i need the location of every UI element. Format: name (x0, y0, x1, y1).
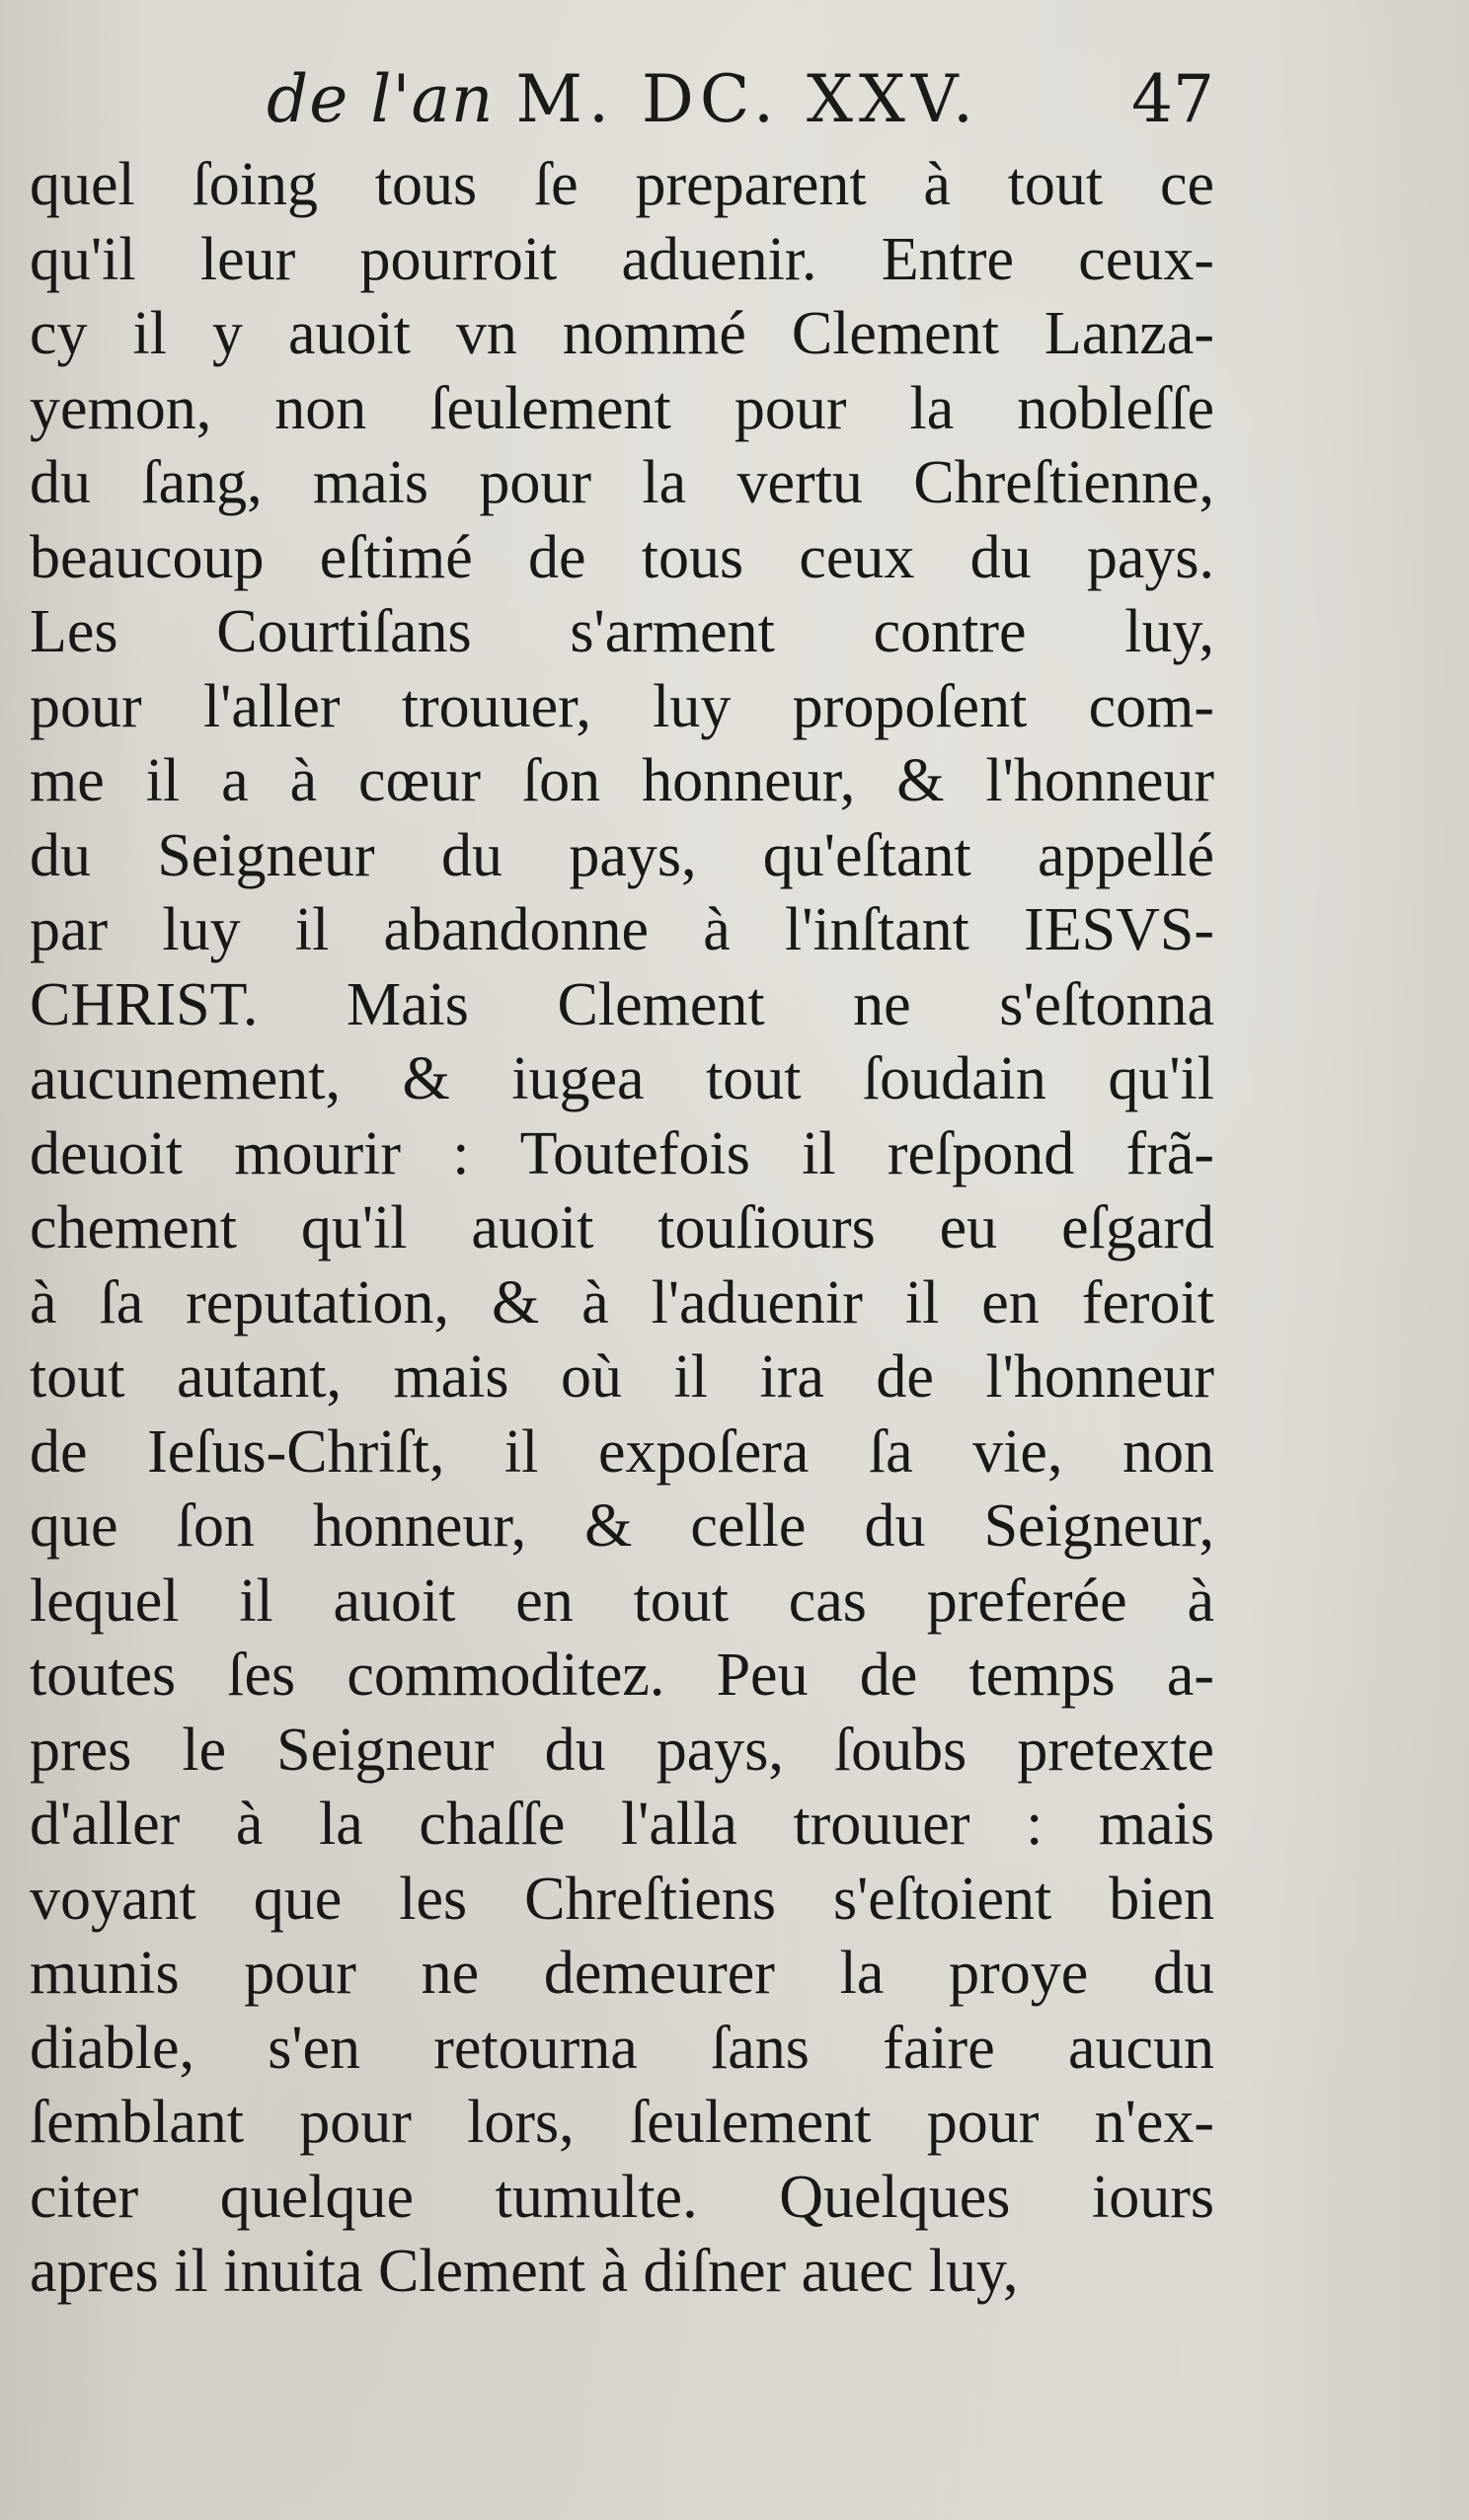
text-line: que ſon honneur, & celle du Seigneur, (30, 1492, 1214, 1560)
body-text (30, 148, 1214, 2310)
text-line: tout autant, mais où il ira de l'honneur (30, 1343, 1214, 1411)
text-line: à ſa reputation, & à l'aduenir il en feroit (30, 1268, 1214, 1336)
running-head (267, 61, 979, 137)
text-line: munis pour ne demeurer la proye du (30, 1940, 1214, 2007)
text-line: aucunement, & iugea tout ſoudain qu'il (30, 1045, 1214, 1112)
text-line: qu'il leur pourroit aduenir. Entre ceux- (30, 225, 1214, 293)
text-line: de Ieſus-Chriſt, il expoſera ſa vie, non (30, 1417, 1214, 1486)
text-line: beaucoup eſtimé de tous ceux du pays. (30, 523, 1214, 591)
text-line: pres le Seigneur du pays, ſoubs pretexte (30, 1716, 1214, 1784)
page-number: 47 (1131, 61, 1214, 137)
text-line: pour l'aller trouuer, luy propoſent com- (30, 672, 1214, 740)
text-line: voyant que les Chreſtiens s'eſtoient bien (30, 1865, 1214, 1933)
text-line: par luy il abandonne à l'inſtant IESVS- (30, 896, 1214, 963)
text-line: CHRIST. Mais Clement ne s'eſtonna (30, 970, 1214, 1038)
text-line: du Seigneur du pays, qu'eſtant appellé (30, 821, 1214, 889)
text-line: ſemblant pour lors, ſeulement pour n'ex- (30, 2089, 1214, 2156)
running-head-year: M. DC. XXV. (515, 61, 980, 137)
text-line: citer quelque tumulte. Quelques iours (30, 2163, 1214, 2231)
text-line: d'aller à la chaſſe l'alla trouuer : mais (30, 1791, 1214, 1858)
running-head-italic: de l'an (267, 61, 495, 137)
text-line: chement qu'il auoit touſiours eu eſgard (30, 1194, 1214, 1261)
text-line: diable, s'en retourna ſans faire aucun (30, 2014, 1214, 2082)
text-line: cy il y auoit vn nommé Clement Lanza- (30, 300, 1214, 367)
text-line: toutes ſes commoditez. Peu de temps a- (30, 1642, 1214, 1709)
text-line: du ſang, mais pour la vertu Chreſtienne, (30, 449, 1214, 516)
text-line: yemon, non ſeulement pour la nobleſſe (30, 374, 1214, 442)
text-line: quel ſoing tous ſe preparent à tout ce (30, 151, 1214, 218)
text-line: Les Courtiſans s'arment contre luy, (30, 598, 1214, 665)
text-line: me il a à cœur ſon honneur, & l'honneur (30, 747, 1214, 814)
text-line: deuoit mourir : Toutefois il reſpond frã- (30, 1119, 1214, 1187)
page-header (267, 61, 1214, 150)
text-line: lequel il auoit en tout cas preferée à (30, 1566, 1214, 1635)
text-line: apres il inuita Clement à diſner auec luy, (30, 2238, 1019, 2305)
